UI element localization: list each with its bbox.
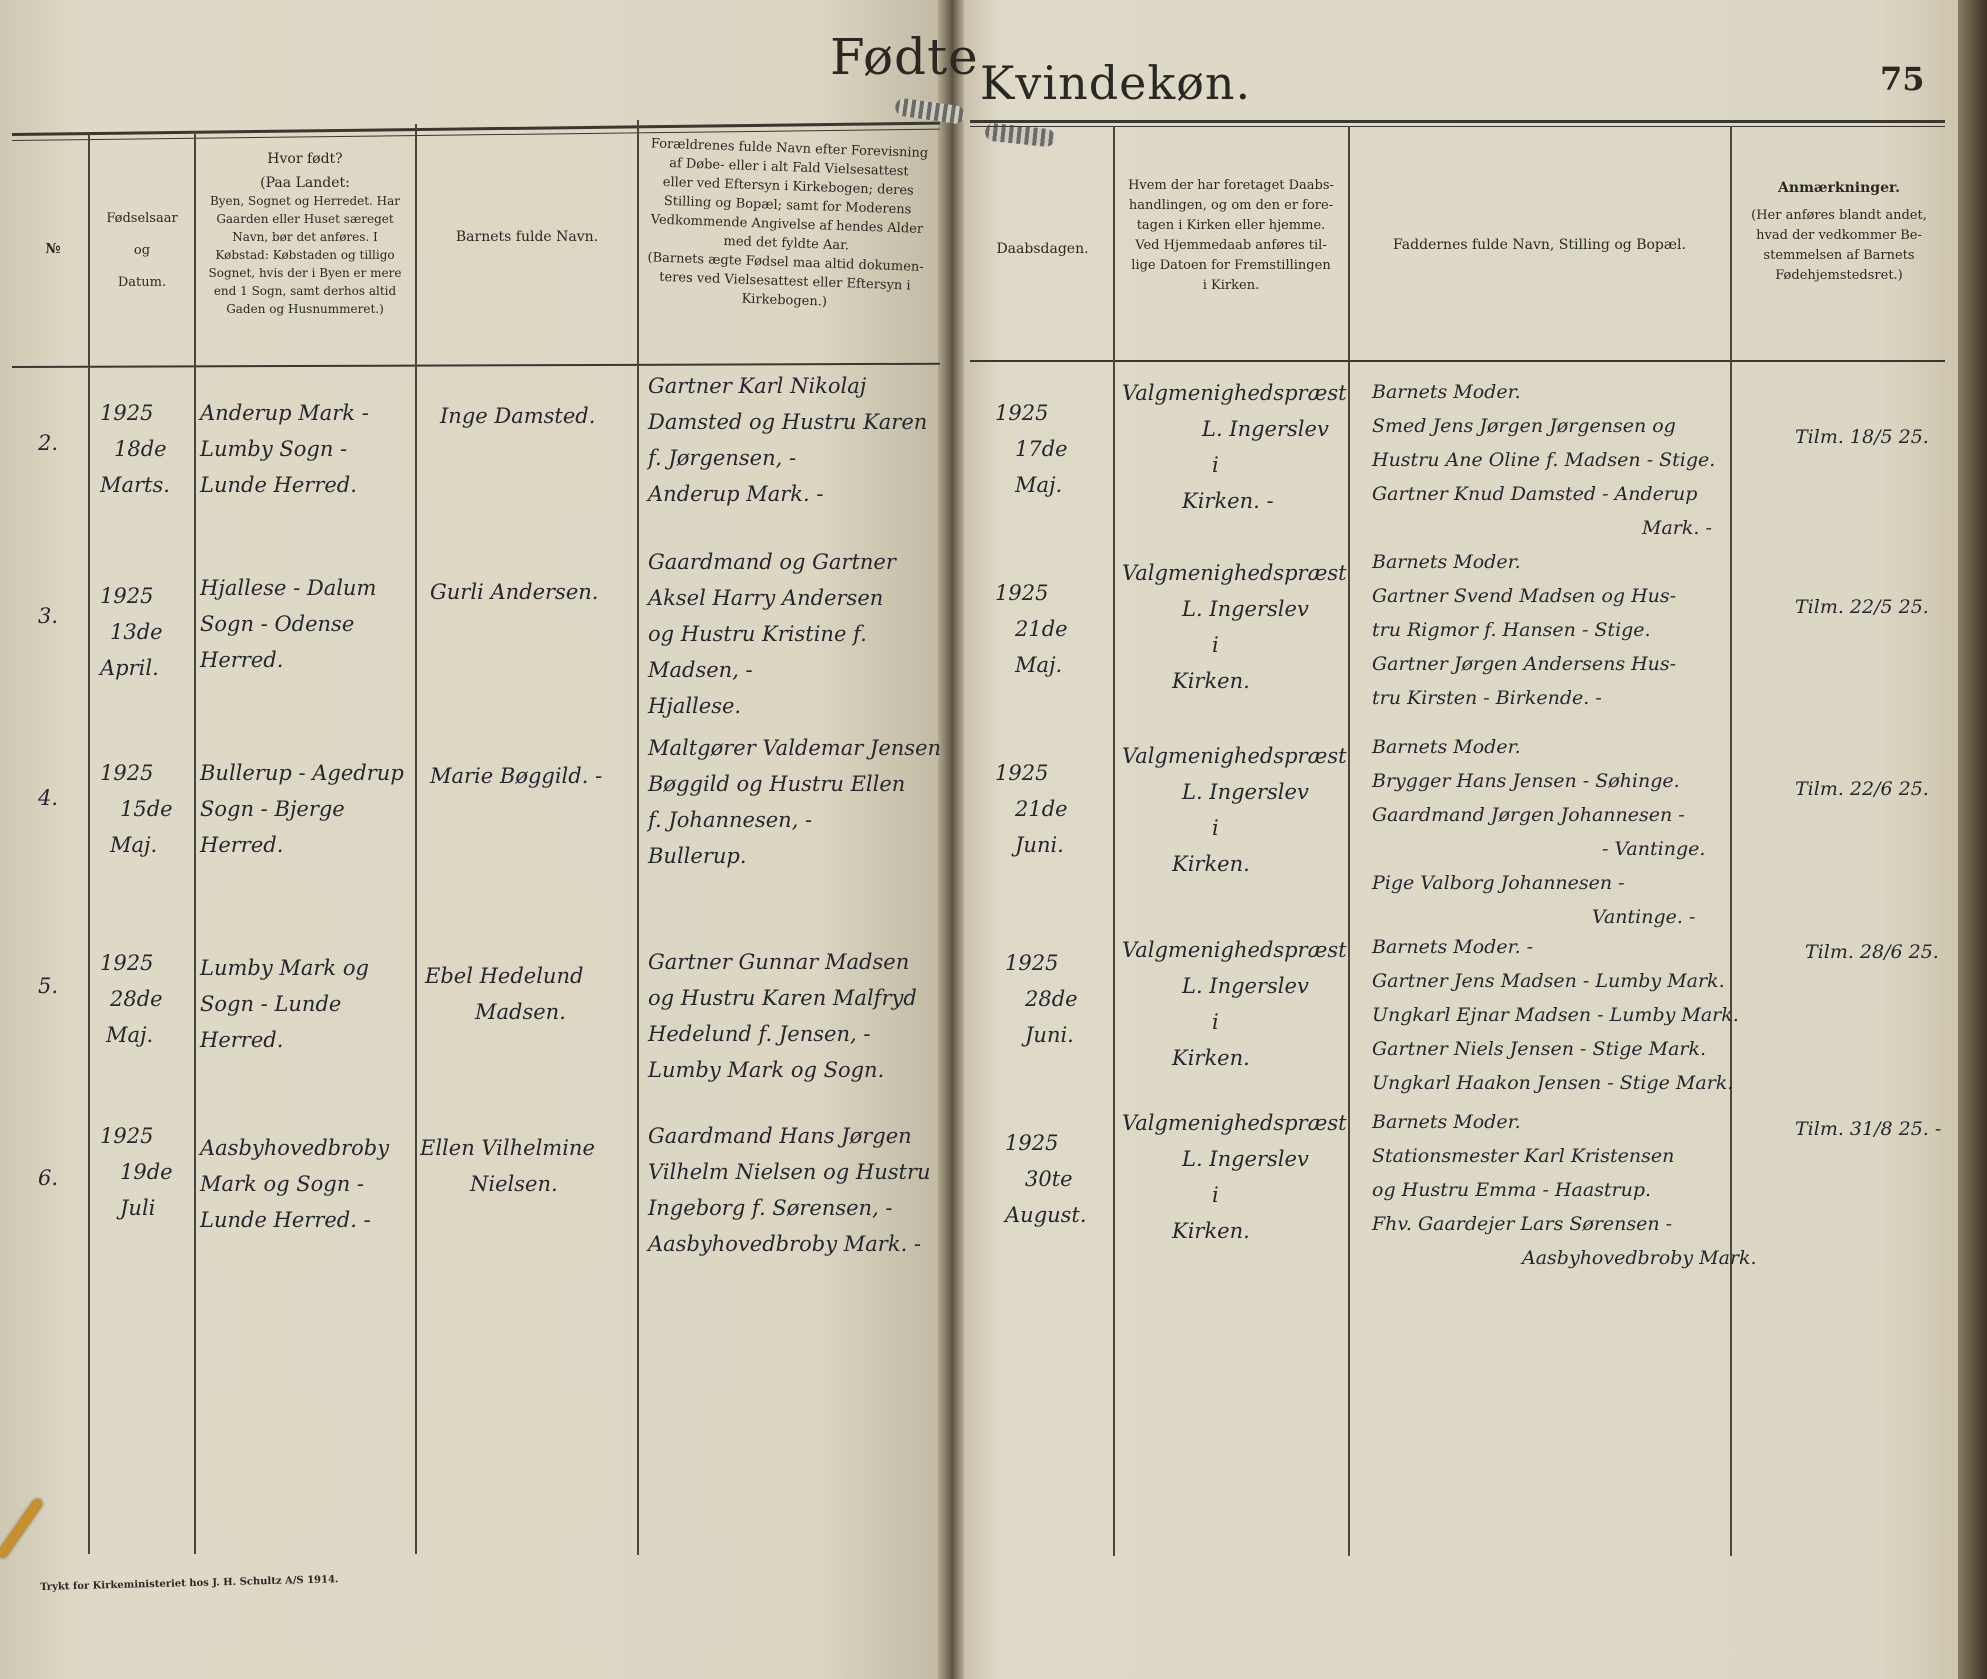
col-header-faddere: Faddernes fulde Navn, Stilling og Bopæl.: [1393, 237, 1686, 253]
column-divider: [637, 120, 639, 1555]
entry-birth-date: 1925 13de April.: [100, 584, 163, 680]
entry-officiant: Valgmenighedspræst L. Ingerslev i Kirken.: [1122, 561, 1347, 693]
book-edge: [1958, 0, 1987, 1679]
entry-parents: Gaardmand og Gartner Aksel Harry Andersen og Hustru Kristine f. Madsen, - Hjallese.: [648, 550, 896, 718]
col-header-hvor-fodt: Hvor født? (Paa Landet: Byen, Sognet og Herredet. Har Gaarden eller Huset særeget Navn, bør det anføres. I Købstad: Købstaden og tilligo Sognet, hvis der i Byen er mere end 1 Sogn, samt derhos altid Gaden og Husnummeret.): [208, 151, 402, 316]
column-divider: [1730, 126, 1732, 1556]
page-title-left: Fødte: [830, 28, 979, 86]
entry-number: 3.: [38, 604, 59, 628]
entry-parents: Gartner Gunnar Madsen og Hustru Karen Malfryd Hedelund f. Jensen, - Lumby Mark og Sogn.: [648, 950, 917, 1082]
entry-parents: Maltgører Valdemar Jensen Bøggild og Hustru Ellen f. Johannesen, - Bullerup.: [648, 736, 942, 868]
column-divider: [1348, 126, 1350, 1556]
col-header-daabsdag: Daabsdagen.: [996, 241, 1089, 257]
header-top-rule: [970, 120, 1945, 123]
book-spine: [938, 0, 964, 1679]
entry-remark: Tilm. 22/6 25.: [1795, 778, 1929, 800]
entry-child-name: Marie Bøggild. -: [430, 764, 603, 788]
col-header-hvem: Hvem der har foretaget Daabs- handlingen, og om den er fore- tagen i Kirken eller hjemme. Ved Hjemmedaab anføres til- lige Datoen for Fremstillingen i Kirken.: [1128, 178, 1334, 293]
header-bottom-rule: [970, 360, 1945, 362]
entry-birth-date: 1925 15de Maj.: [100, 761, 173, 857]
column-divider: [415, 124, 417, 1554]
col-header-barnets-navn: Barnets fulde Navn.: [455, 229, 599, 245]
entry-baptism-date: 1925 21de Maj.: [995, 581, 1068, 677]
entry-officiant: Valgmenighedspræst L. Ingerslev i Kirken. -: [1122, 381, 1347, 513]
entry-birthplace: Anderup Mark - Lumby Sogn - Lunde Herred.: [200, 401, 369, 497]
column-divider: [88, 134, 90, 1554]
entry-godparents: Barnets Moder. Brygger Hans Jensen - Søhinge. Gaardmand Jørgen Johannesen - - Vantinge. Pige Valborg Johannesen - Vantinge. -: [1372, 736, 1706, 928]
entry-officiant: Valgmenighedspræst L. Ingerslev i Kirken.: [1122, 744, 1347, 876]
column-divider: [1113, 126, 1115, 1556]
entry-number: 4.: [38, 786, 59, 810]
page-number: 75: [1880, 60, 1925, 98]
entry-parents: Gaardmand Hans Jørgen Vilhelm Nielsen og Hustru Ingeborg f. Sørensen, - Aasbyhovedbroby Mark. -: [648, 1124, 931, 1256]
entry-number: 2.: [38, 431, 59, 455]
entry-birthplace: Bullerup - Agedrup Sogn - Bjerge Herred.: [200, 761, 404, 857]
entry-birth-date: 1925 18de Marts.: [100, 401, 170, 497]
col-header-fodsel: Fødselsaar og Datum.: [106, 211, 178, 290]
entry-baptism-date: 1925 28de Juni.: [1005, 951, 1078, 1047]
col-header-nr: №: [45, 241, 61, 257]
header-top-rule: [970, 126, 1945, 127]
entry-number: 5.: [38, 974, 59, 998]
entry-godparents: Barnets Moder. Gartner Svend Madsen og Hus- tru Rigmor f. Hansen - Stige. Gartner Jørgen Andersens Hus- tru Kirsten - Birkende. -: [1372, 551, 1677, 709]
page-title-right: Kvindekøn.: [980, 56, 1252, 110]
entry-baptism-date: 1925 17de Maj.: [995, 401, 1068, 497]
entry-godparents: Barnets Moder. Stationsmester Karl Kristensen og Hustru Emma - Haastrup. Fhv. Gaardejer Lars Sørensen - Aasbyhovedbroby Mark.: [1372, 1111, 1757, 1269]
entry-birthplace: Aasbyhovedbroby Mark og Sogn - Lunde Herred. -: [200, 1136, 390, 1232]
entry-birth-date: 1925 28de Maj.: [100, 951, 163, 1047]
column-divider: [194, 134, 196, 1554]
entry-number: 6.: [38, 1166, 59, 1190]
entry-godparents: Barnets Moder. - Gartner Jens Madsen - Lumby Mark. Ungkarl Ejnar Madsen - Lumby Mark. Gartner Niels Jensen - Stige Mark. Ungkarl Haakon Jensen - Stige Mark.: [1372, 936, 1739, 1094]
entry-child-name: Ebel Hedelund Madsen.: [425, 964, 584, 1024]
printer-imprint: Trykt for Kirkeministeriet hos J. H. Schultz A/S 1914.: [40, 1574, 339, 1593]
entry-birthplace: Hjallese - Dalum Sogn - Odense Herred.: [200, 576, 377, 672]
entry-officiant: Valgmenighedspræst L. Ingerslev i Kirken.: [1122, 938, 1347, 1070]
entry-birthplace: Lumby Mark og Sogn - Lunde Herred.: [200, 956, 369, 1052]
entry-baptism-date: 1925 21de Juni.: [995, 761, 1068, 857]
entry-baptism-date: 1925 30te August.: [1005, 1131, 1087, 1227]
entry-remark: Tilm. 22/5 25.: [1795, 596, 1929, 618]
entry-remark: Tilm. 18/5 25.: [1795, 426, 1929, 448]
entry-remark: Tilm. 28/6 25.: [1805, 941, 1939, 963]
entry-remark: Tilm. 31/8 25. -: [1795, 1118, 1942, 1140]
entry-godparents: Barnets Moder. Smed Jens Jørgen Jørgensen og Hustru Ane Oline f. Madsen - Stige. Gartner Knud Damsted - Anderup Mark. -: [1372, 381, 1716, 539]
entry-child-name: Inge Damsted.: [440, 404, 596, 428]
entry-officiant: Valgmenighedspræst L. Ingerslev i Kirken.: [1122, 1111, 1347, 1243]
entry-birth-date: 1925 19de Juli: [100, 1124, 173, 1220]
entry-child-name: Gurli Andersen.: [430, 580, 599, 604]
entry-parents: Gartner Karl Nikolaj Damsted og Hustru Karen f. Jørgensen, - Anderup Mark. -: [648, 374, 928, 506]
col-header-anm: Anmærkninger. (Her anføres blandt andet, hvad der vedkommer Be- stemmelsen af Barnets Fødehjemstedsret.): [1751, 180, 1927, 283]
entry-child-name: Ellen Vilhelmine Nielsen.: [420, 1136, 595, 1196]
col-header-foraeldre: Forældrenes fulde Navn efter Forevisning af Døbe- eller i alt Fald Vielsesattest eller ved Eftersyn i Kirkebogen; deres Stilling og Bopæl; samt for Moderens Vedkommende Angivelse af hendes Alder med det fyldte Aar. (Barnets ægte Fødsel maa altid dokumen- teres ved Vielsesattest eller Eftersyn i Kirkebogen.): [647, 136, 929, 310]
